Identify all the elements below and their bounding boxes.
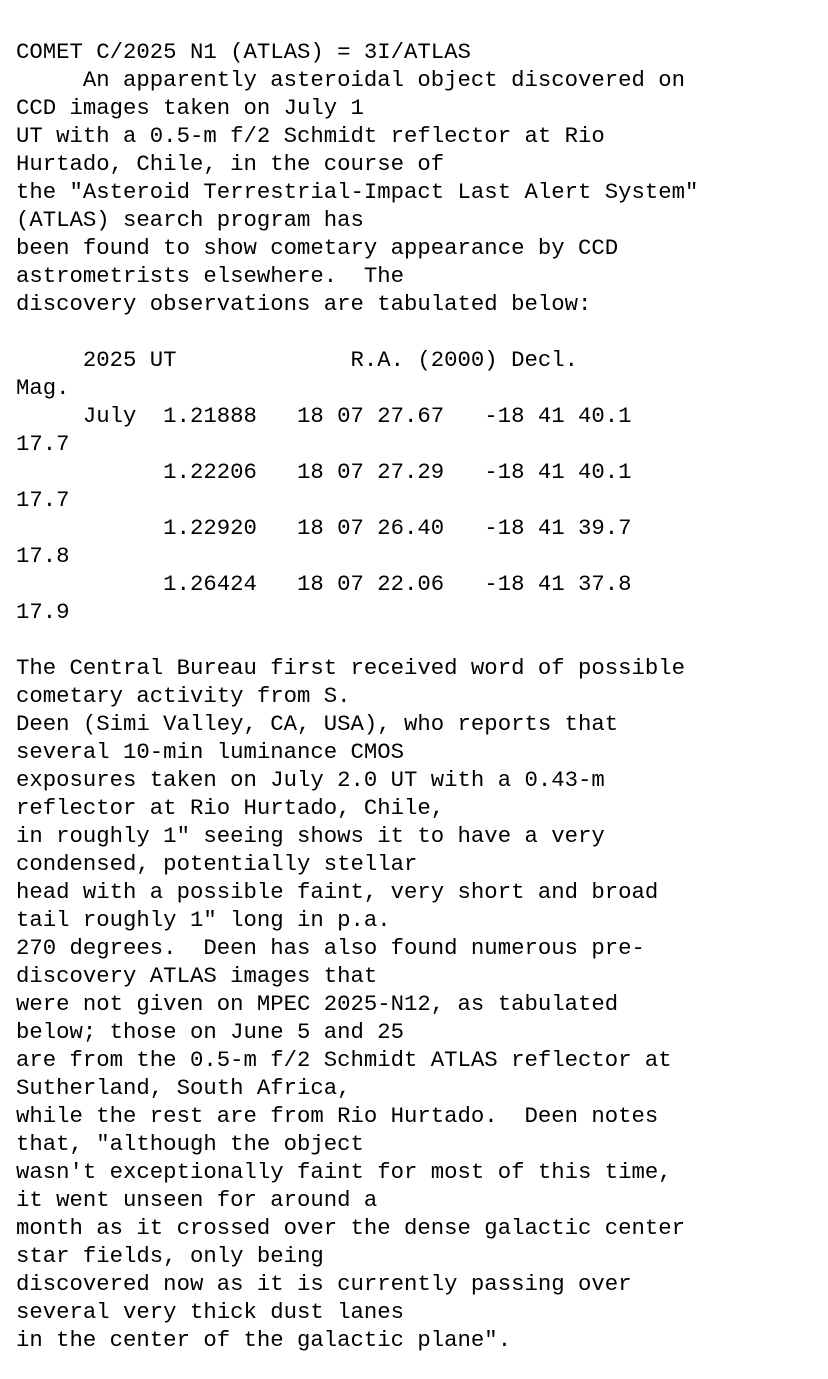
intro-line: discovery observations are tabulated below:	[16, 291, 592, 317]
intro-paragraph	[16, 66, 816, 318]
body-line: month as it crossed over the dense galactic center	[16, 1215, 686, 1241]
body-line: Deen (Simi Valley, CA, USA), who reports that	[16, 711, 619, 737]
body-line: 270 degrees. Deen has also found numerous pre-	[16, 935, 645, 961]
body-line: discovered now as it is currently passing over	[16, 1271, 632, 1297]
intro-line: UT with a 0.5-m f/2 Schmidt reflector at Rio	[16, 123, 605, 149]
intro-line: An apparently asteroidal object discovered on	[16, 67, 686, 93]
table-row: 1.22206 18 07 27.29 -18 41 40.1	[16, 459, 632, 485]
body-line: several 10-min luminance CMOS	[16, 739, 405, 765]
intro-line: been found to show cometary appearance by CCD	[16, 235, 619, 261]
body-line: in roughly 1" seeing shows it to have a very	[16, 823, 605, 849]
body-paragraph	[16, 654, 816, 1354]
blank-line	[16, 318, 816, 346]
body-line: it went unseen for around a	[16, 1187, 378, 1213]
body-line: reflector at Rio Hurtado, Chile,	[16, 795, 445, 821]
body-line: star fields, only being	[16, 1243, 324, 1269]
observation-table	[16, 346, 816, 626]
body-line: that, "although the object	[16, 1131, 364, 1157]
intro-line: the "Asteroid Terrestrial-Impact Last Alert System"	[16, 179, 699, 205]
table-header: 2025 UT R.A. (2000) Decl.	[16, 347, 578, 373]
blank-line	[16, 626, 816, 654]
intro-line: Hurtado, Chile, in the course of	[16, 151, 445, 177]
body-line: discovery ATLAS images that	[16, 963, 378, 989]
body-line: in the center of the galactic plane".	[16, 1327, 512, 1353]
body-line: head with a possible faint, very short and broad	[16, 879, 659, 905]
table-row: 17.7	[16, 431, 70, 457]
body-line: were not given on MPEC 2025-N12, as tabulated	[16, 991, 619, 1017]
body-line: several very thick dust lanes	[16, 1299, 405, 1325]
intro-line: (ATLAS) search program has	[16, 207, 364, 233]
body-line: tail roughly 1" long in p.a.	[16, 907, 391, 933]
intro-line: CCD images taken on July 1	[16, 95, 364, 121]
table-row: July 1.21888 18 07 27.67 -18 41 40.1	[16, 403, 632, 429]
table-row: 1.26424 18 07 22.06 -18 41 37.8	[16, 571, 632, 597]
body-line: are from the 0.5-m f/2 Schmidt ATLAS reflector at	[16, 1047, 672, 1073]
body-line: below; those on June 5 and 25	[16, 1019, 405, 1045]
table-row: 17.9	[16, 599, 70, 625]
body-line: The Central Bureau first received word of possible	[16, 655, 686, 681]
table-row: 17.8	[16, 543, 70, 569]
body-line: cometary activity from S.	[16, 683, 351, 709]
body-line: condensed, potentially stellar	[16, 851, 418, 877]
table-row: 17.7	[16, 487, 70, 513]
body-line: exposures taken on July 2.0 UT with a 0.43-m	[16, 767, 605, 793]
body-line: wasn't exceptionally faint for most of this time,	[16, 1159, 672, 1185]
table-row: 1.22920 18 07 26.40 -18 41 39.7	[16, 515, 632, 541]
body-line: while the rest are from Rio Hurtado. Deen notes	[16, 1103, 659, 1129]
body-line: Sutherland, South Africa,	[16, 1075, 351, 1101]
document-title: COMET C/2025 N1 (ATLAS) = 3I/ATLAS	[16, 39, 471, 65]
intro-line: astrometrists elsewhere. The	[16, 263, 405, 289]
circular-document	[16, 38, 816, 1354]
table-header: Mag.	[16, 375, 70, 401]
